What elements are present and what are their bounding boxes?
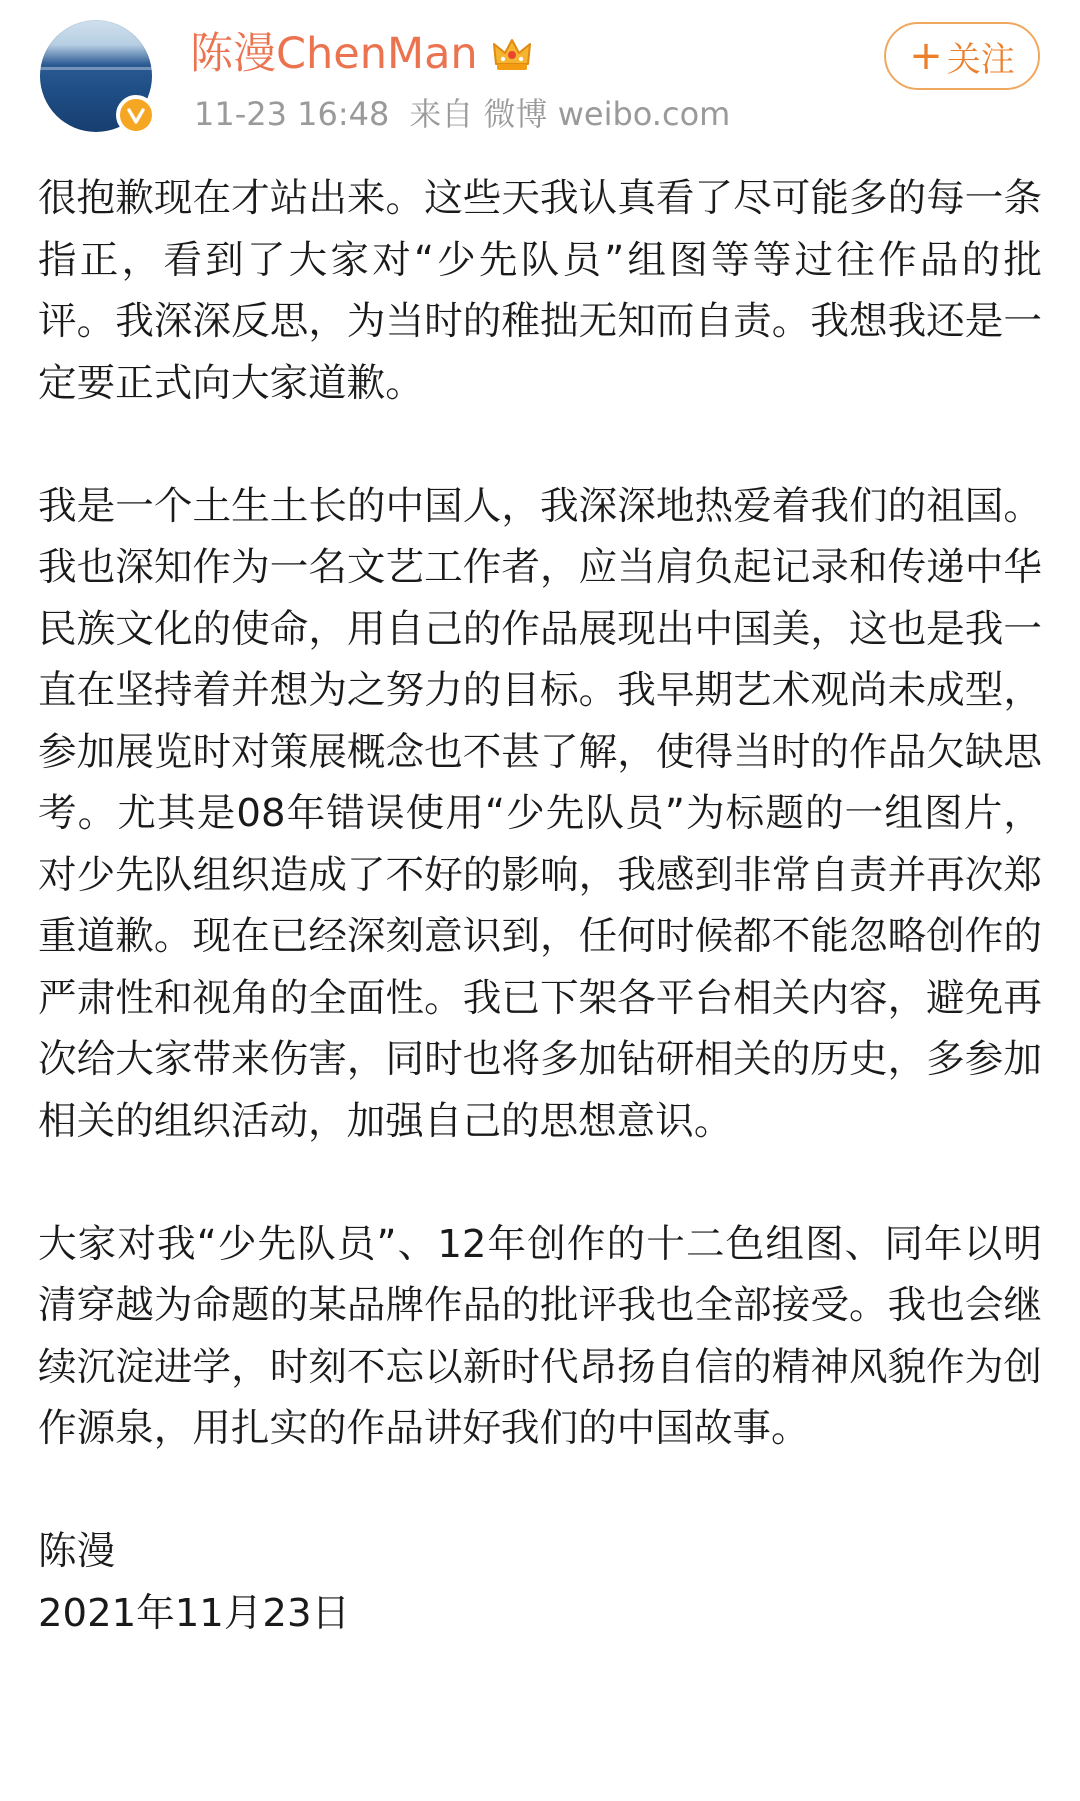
post-header [0, 0, 1080, 150]
avatar-sea-icon [40, 67, 152, 70]
signature-date: 2021年11月23日 [38, 1590, 351, 1636]
signature-name: 陈漫 [38, 1529, 116, 1574]
crown-icon [490, 32, 534, 76]
plus-icon: + [909, 33, 943, 79]
verified-badge-icon [116, 95, 156, 135]
post-body [38, 168, 1042, 1644]
post-meta [194, 92, 750, 136]
post-paragraph-3: 大家对我“少先队员”、12年创作的十二色组图、同年以明清穿越为命题的某品牌作品的批评我也全部接受。我也会继续沉淀进学，时刻不忘以新时代昂扬自信的精神风貌作为创作源泉，用扎实的作品讲好我们的中国故事。 [38, 1221, 1042, 1451]
post-source[interactable]: 来自 微博 weibo.com [409, 95, 731, 133]
post-paragraph-2: 我是一个土生土长的中国人，我深深地热爱着我们的祖国。我也深知作为一名文艺工作者，应当肩负起记录和传递中华民族文化的使命，用自己的作品展现出中国美，这也是我一直在坚持着并想为之努力的目标。我早期艺术观尚未成型，参加展览时对策展概念也不甚了解，使得当时的作品欠缺思考。尤其是08年错误使用“少先队员”为标题的一组图片，对少先队组织造成了不好的影响，我感到非常自责并再次郑重道歉。现在已经深刻意识到，任何时候都不能忽略创作的严肃性和视角的全面性。我已下架各平台相关内容，避免再次给大家带来伤害，同时也将多加钻研相关的历史，多参加相关的组织活动，加强自己的思想意识。 [38, 483, 1042, 1144]
post-paragraph-1: 很抱歉现在才站出来。这些天我认真看了尽可能多的每一条指正，看到了大家对“少先队员”组图等等过往作品的批评。我深深反思，为当时的稚拙无知而自责。我想我还是一定要正式向大家道歉。 [38, 176, 1042, 406]
author-row [190, 24, 534, 84]
follow-label: 关注 [946, 39, 1015, 80]
post-timestamp: 11-23 16:48 [194, 95, 390, 133]
follow-button[interactable] [884, 22, 1040, 90]
author-name[interactable]: 陈漫ChenMan [190, 29, 478, 79]
